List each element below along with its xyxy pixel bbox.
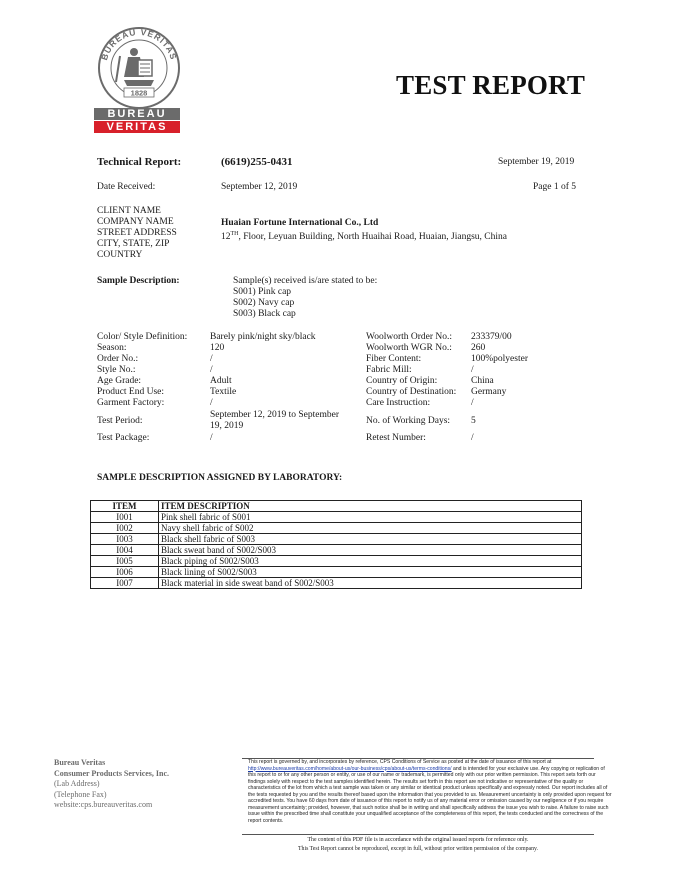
detail-label: Fiber Content: (366, 354, 422, 364)
footer-disclaimer (248, 759, 614, 824)
seal-arc-text: BUREAU VERITAS (99, 26, 179, 62)
date-received-value: September 12, 2019 (221, 182, 298, 192)
items-table (90, 500, 582, 589)
item-code: I001 (91, 512, 159, 523)
client-label: CLIENT NAME (97, 206, 161, 216)
footer-telephone: (Telephone Fax) (54, 789, 107, 799)
detail-value: / (210, 354, 213, 364)
item-description: Navy shell fabric of S002 (159, 523, 582, 534)
footer-note-reproduction: This Test Report cannot be reproduced, except in full, without prior written permission of the company. (298, 846, 538, 852)
detail-label: Woolworth WGR No.: (366, 343, 452, 353)
technical-report-number: (6619)255-0431 (221, 156, 293, 168)
detail-label: Season: (97, 343, 127, 353)
sample-item: S003) Black cap (233, 309, 296, 319)
detail-label: Fabric Mill: (366, 365, 412, 375)
detail-value: 260 (471, 343, 486, 353)
detail-value: 120 (210, 343, 225, 353)
footer-website: website:cps.bureauveritas.com (54, 800, 153, 809)
item-code: I007 (91, 578, 159, 589)
lab-section-heading: SAMPLE DESCRIPTION ASSIGNED BY LABORATORY: (97, 473, 343, 483)
disclaimer-text: This report is governed by, and incorporates by reference, CPS Conditions of Service as posted at the date of issuance of this report at (248, 759, 552, 765)
details-left-labels (97, 332, 187, 409)
detail-label: Country of Destination: (366, 387, 457, 397)
test-package-label: Test Package: (97, 433, 150, 443)
detail-value: Barely pink/night sky/black (210, 332, 316, 342)
item-description: Black material in side sweat band of S002/S003 (159, 578, 582, 589)
client-label: CITY, STATE, ZIP (97, 239, 170, 249)
disclaimer-text-continued: and is intended for your exclusive use. Any copying or replication of this report to or for any other person or entity, or use of our name or trademark, is permitted only with our prior written permission. This report sets forth our findings solely with respect to the test samples identified herein. The results set forth in this report are not indicative or representative of the quality or characteristics of the lot from which a test sample was taken or any similar or identical product unless specifically and expressly noted. Our report includes all of the tests requested by you and the results thereof based upon the information that you provided to us. Measurement uncertainty is only provided upon request for accredited tests. You have 60 days from date of issuance of this report to notify us of any material error or omission caused by our negligence or if you require measurement uncertainty; provided, however, that such notice shall be in writing and shall specifically address the issue you wish to raise. A failure to raise such issue within the prescribed time shall constitute your unqualified acceptance of the completeness of this report, the tests conducted and the correctness of the report contents. (248, 765, 612, 824)
detail-label: Product End Use: (97, 387, 165, 397)
detail-label: Style No.: (97, 365, 136, 375)
details-right-labels (366, 332, 456, 409)
item-code: I002 (91, 523, 159, 534)
item-description: Black lining of S002/S003 (159, 567, 582, 578)
table-row (91, 578, 582, 589)
page-number: Page 1 of 5 (533, 182, 577, 192)
client-label: STREET ADDRESS (97, 228, 177, 238)
item-code: I003 (91, 534, 159, 545)
footer-company-name: Bureau Veritas (54, 758, 106, 767)
footer-divider-2 (242, 834, 594, 835)
detail-value: 100%polyester (471, 354, 528, 364)
details-left-values (210, 332, 316, 409)
retest-number-label: Retest Number: (366, 433, 426, 443)
detail-label: Country of Origin: (366, 376, 438, 386)
sample-intro: Sample(s) received is/are stated to be: (233, 276, 378, 286)
company-name: Huaian Fortune International Co., Ltd (221, 218, 379, 228)
item-description: Black sweat band of S002/S003 (159, 545, 582, 556)
detail-value: / (210, 398, 213, 408)
table-row (91, 545, 582, 556)
street-address (221, 229, 507, 243)
working-days-label: No. of Working Days: (366, 416, 451, 426)
table-header-row (91, 501, 582, 512)
report-title: TEST REPORT (396, 70, 586, 100)
detail-value: Textile (210, 387, 237, 397)
sample-list (233, 276, 377, 320)
detail-label: Order No.: (97, 354, 139, 364)
table-row (91, 534, 582, 545)
footer-company-division: Consumer Products Services, Inc. (54, 768, 170, 778)
date-received-label: Date Received: (97, 182, 156, 192)
detail-value: China (471, 376, 494, 386)
item-code: I006 (91, 567, 159, 578)
detail-label: Color/ Style Definition: (97, 332, 188, 342)
item-description: Pink shell fabric of S001 (159, 512, 582, 523)
sample-item: S002) Navy cap (233, 298, 295, 308)
column-header-description: ITEM DESCRIPTION (159, 501, 582, 512)
technical-report-label: Technical Report: (97, 156, 182, 168)
table-row (91, 523, 582, 534)
table-row (91, 556, 582, 567)
retest-number-value: / (471, 433, 474, 443)
table-row (91, 512, 582, 523)
test-period-label: Test Period: (97, 416, 143, 426)
test-period-value: September 12, 2019 to September 19, 2019 (210, 410, 340, 431)
sample-item: S001) Pink cap (233, 287, 292, 297)
detail-value: Adult (210, 376, 232, 386)
footer-company-block (54, 758, 169, 811)
address-rest: , Floor, Leyuan Building, North Huaihai Road, Huaian, Jiangsu, China (238, 232, 507, 243)
details-right-values (471, 332, 528, 409)
seal-year: 1828 (130, 88, 148, 98)
table-row (91, 567, 582, 578)
address-number: 12 (221, 232, 231, 243)
working-days-value: 5 (471, 416, 476, 426)
item-code: I005 (91, 556, 159, 567)
client-labels (97, 206, 177, 261)
bureau-veritas-seal-icon (94, 22, 184, 110)
client-label: COMPANY NAME (97, 217, 174, 227)
sample-description-label: Sample Description: (97, 276, 180, 286)
item-description: Black shell fabric of S003 (159, 534, 582, 545)
address-superscript: TH (230, 231, 239, 237)
column-header-item: ITEM (91, 501, 159, 512)
item-code: I004 (91, 545, 159, 556)
detail-value: Germany (471, 387, 507, 397)
footer-lab-address: (Lab Address) (54, 779, 100, 788)
detail-value: / (210, 365, 213, 375)
detail-label: Care Instruction: (366, 398, 431, 408)
item-description: Black piping of S002/S003 (159, 556, 582, 567)
terms-conditions-link[interactable]: http://www.bureauveritas.com/home/about-us/our-business/cps/about-us/terms-conditions/ (248, 765, 452, 772)
logo-band-bureau: BUREAU (94, 108, 180, 120)
report-date: September 19, 2019 (498, 157, 575, 167)
detail-label: Age Grade: (97, 376, 142, 386)
detail-value: / (471, 365, 474, 375)
client-label: COUNTRY (97, 250, 143, 260)
detail-label: Garment Factory: (97, 398, 165, 408)
logo-wordmark (94, 108, 180, 133)
test-package-value: / (210, 433, 213, 443)
logo-band-veritas: VERITAS (94, 121, 180, 133)
detail-value: / (471, 398, 474, 408)
detail-value: 233379/00 (471, 332, 512, 342)
footer-note-reference: The content of this PDF file is in accordance with the original issued reports for reference only. (307, 837, 529, 843)
detail-label: Woolworth Order No.: (366, 332, 453, 342)
